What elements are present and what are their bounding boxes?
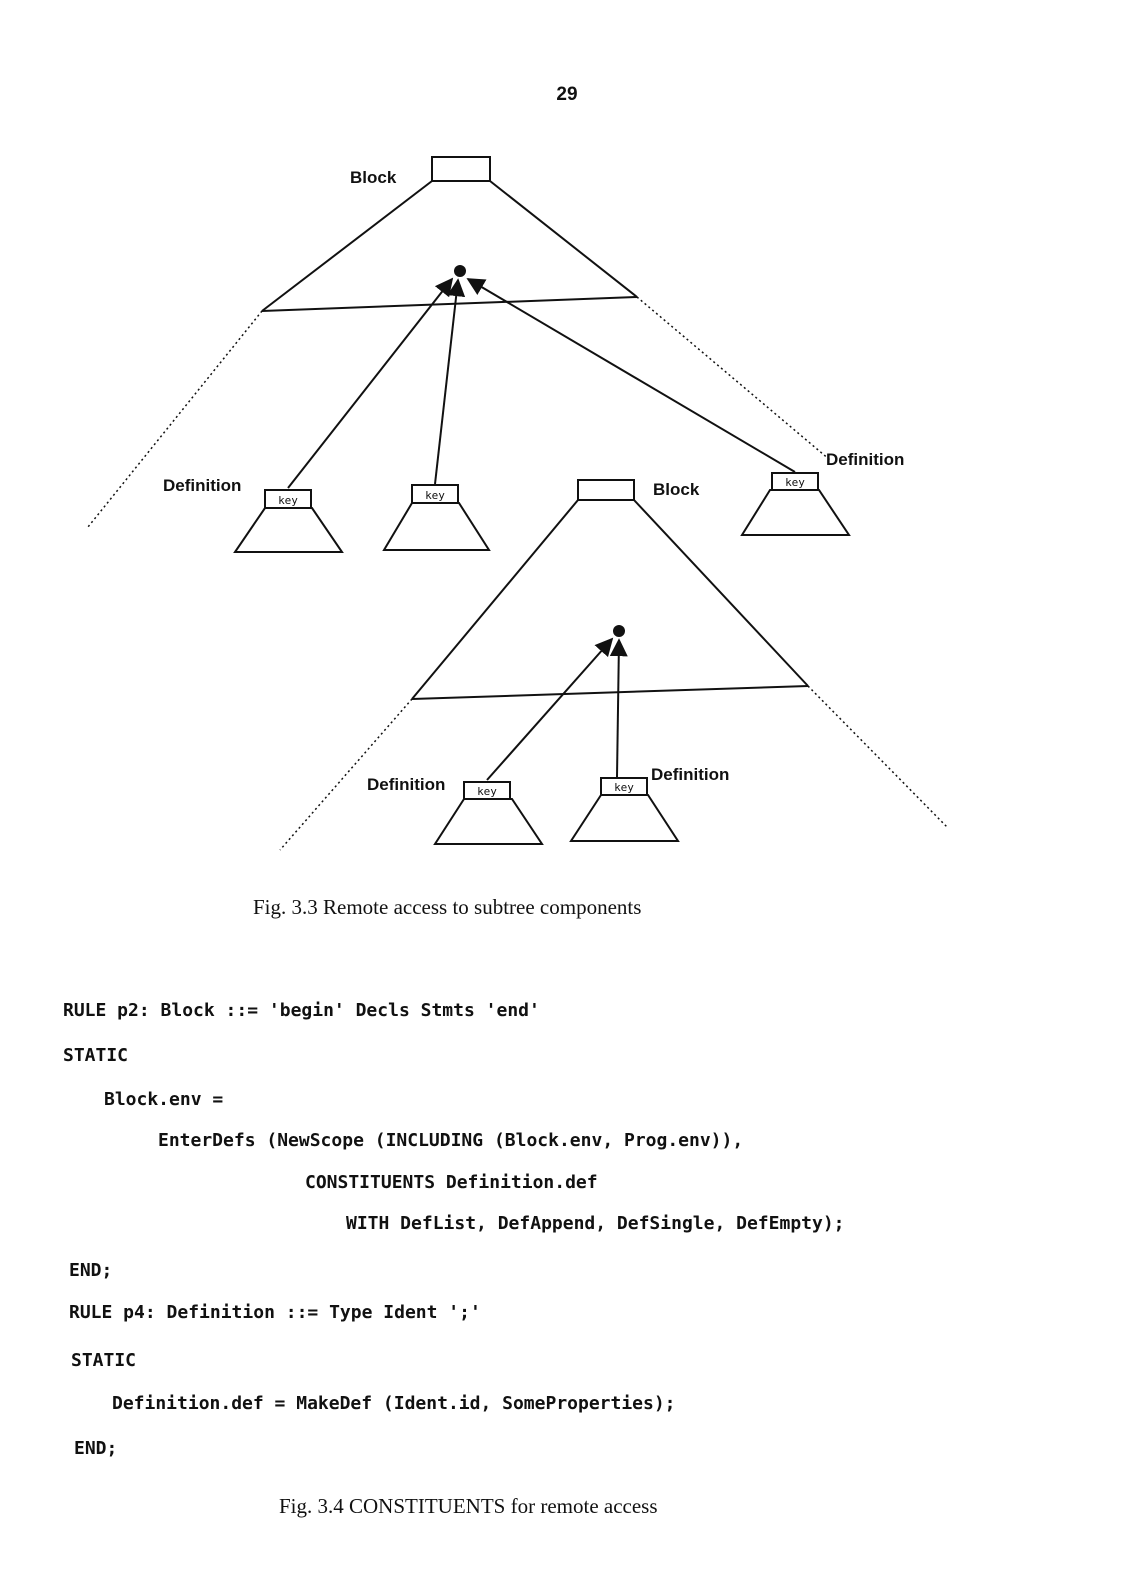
inner-block-scope-line [412,686,808,699]
block-right-edge [490,181,637,297]
key-label: key [278,494,298,507]
label-definition-inner-right: Definition [651,765,730,784]
definition-subtree-right [742,473,849,535]
arrow-inner-left-to-env [487,639,612,780]
code-line: STATIC [71,1350,137,1371]
inner-block-right-dotted [808,686,948,828]
label-definition-right: Definition [826,450,905,469]
code-line: RULE p2: Block ::= 'begin' Decls Stmts 'end' [63,1000,540,1021]
inner-definition-subtree-left [435,782,542,844]
block-left-edge [262,181,432,311]
inner-block-node [578,480,634,500]
code-line: EnterDefs (NewScope (INCLUDING (Block.env, Prog.env)), [158,1130,744,1151]
code-line: END; [74,1438,118,1459]
inner-block-left-edge [412,500,578,699]
key-label: key [425,489,445,502]
arrow-right-to-env [468,279,795,472]
code-line: Definition.def = MakeDef (Ident.id, SomeProperties); [112,1393,676,1414]
definition-subtree-left [235,490,342,552]
label-block-top: Block [350,168,397,187]
key-label: key [477,785,497,798]
code-line: STATIC [63,1045,129,1066]
block-scope-line [262,297,637,311]
arrow-inner-right-to-env [617,640,619,777]
inner-definition-subtree-right [571,778,678,841]
figure-caption-3-3: Fig. 3.3 Remote access to subtree components [253,895,642,919]
key-label: key [614,781,634,794]
code-line: Block.env = [104,1089,224,1110]
code-line: CONSTITUENTS Definition.def [305,1172,598,1193]
page-number: 29 [556,84,578,105]
inner-env-node [613,625,625,637]
code-line: RULE p4: Definition ::= Type Ident ';' [69,1302,481,1323]
figure-caption-3-4: Fig. 3.4 CONSTITUENTS for remote access [279,1494,658,1518]
label-block-inner: Block [653,480,700,499]
definition-subtree-middle [384,485,489,550]
code-line: END; [69,1260,113,1281]
code-line: WITH DefList, DefAppend, DefSingle, DefEmpty); [346,1213,845,1234]
label-definition-left: Definition [163,476,242,495]
arrow-middle-to-env [435,280,458,484]
key-label: key [785,476,805,489]
arrow-left-to-env [288,279,452,488]
block-root-node [432,157,490,181]
label-definition-inner-left: Definition [367,775,446,794]
inner-block-right-edge [634,500,808,686]
block-env-node [454,265,466,277]
